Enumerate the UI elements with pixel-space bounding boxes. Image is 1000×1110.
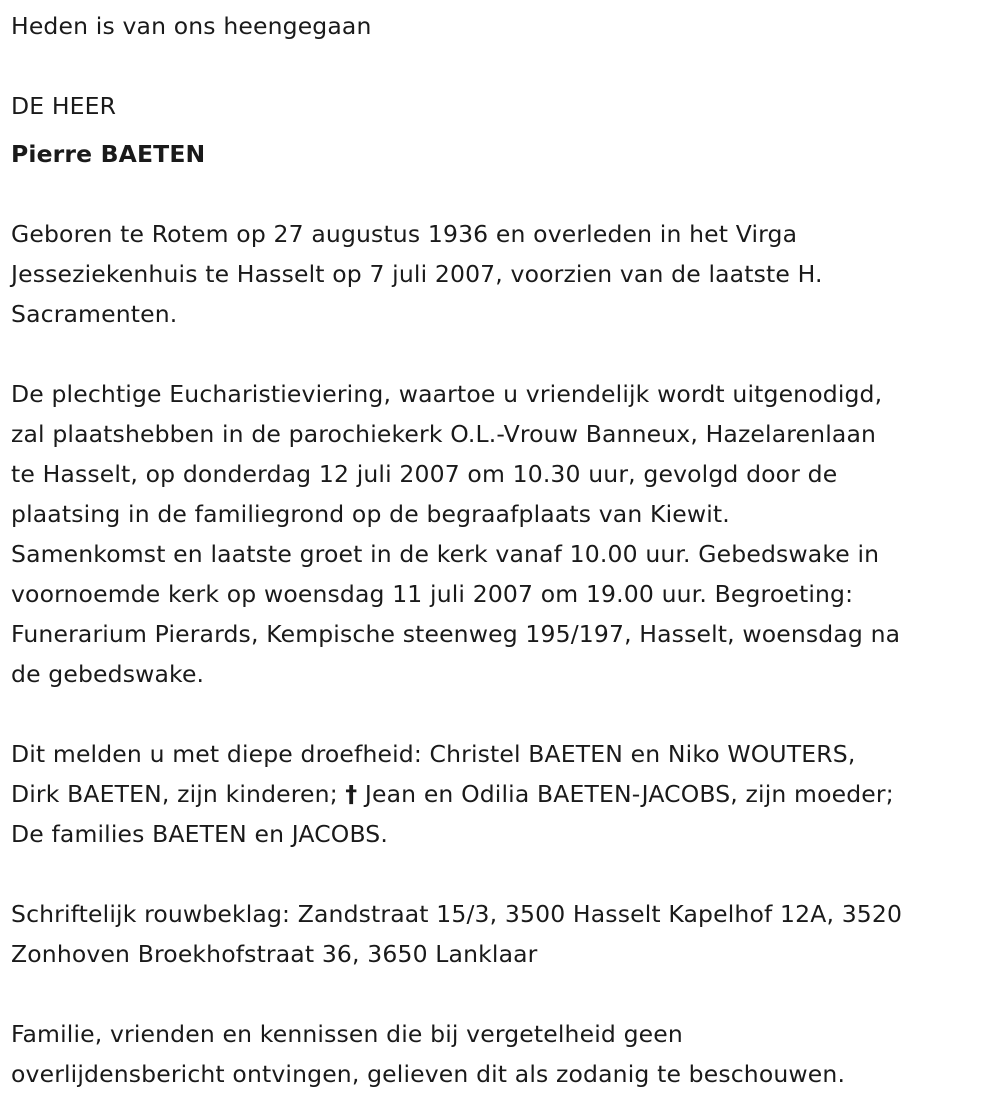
paragraph-line: Jesseziekenhuis te Hasselt op 7 juli 2007, voorzien van de laatste H. <box>11 260 823 288</box>
birth-death-paragraph <box>11 214 1000 334</box>
paragraph-line: te Hasselt, op donderdag 12 juli 2007 om 10.30 uur, gevolgd door de <box>11 460 838 488</box>
spacer <box>11 174 1000 214</box>
ceremony-paragraph <box>11 374 1000 694</box>
family-children-text: Dirk BAETEN, zijn kinderen; <box>11 780 346 808</box>
paragraph-line: De families BAETEN en JACOBS. <box>11 820 388 848</box>
spacer <box>11 334 1000 374</box>
condolence-paragraph <box>11 894 1000 974</box>
paragraph-line <box>11 774 1000 814</box>
paragraph-line: Samenkomst en laatste groet in de kerk vanaf 10.00 uur. Gebedswake in <box>11 540 880 568</box>
family-parents-text: Jean en Odilia BAETEN-JACOBS, zijn moeder; <box>357 780 894 808</box>
honorific-title: DE HEER <box>11 92 117 120</box>
paragraph-line: Familie, vrienden en kennissen die bij vergetelheid geen <box>11 1020 683 1048</box>
intro-text: Heden is van ons heengegaan <box>11 12 372 40</box>
paragraph-line: De plechtige Eucharistieviering, waartoe u vriendelijk wordt uitgenodigd, <box>11 380 883 408</box>
paragraph-line: Dit melden u met diepe droefheid: Christel BAETEN en Niko WOUTERS, <box>11 740 856 768</box>
paragraph-line: Schriftelijk rouwbeklag: Zandstraat 15/3, 3500 Hasselt Kapelhof 12A, 3520 <box>11 900 903 928</box>
paragraph-line: overlijdensbericht ontvingen, gelieven dit als zodanig te beschouwen. <box>11 1060 846 1088</box>
spacer <box>11 694 1000 734</box>
paragraph-line: Geboren te Rotem op 27 augustus 1936 en overleden in het Virga <box>11 220 798 248</box>
family-paragraph <box>11 734 1000 854</box>
paragraph-line: Sacramenten. <box>11 300 178 328</box>
spacer <box>11 974 1000 1014</box>
paragraph-line: zal plaatshebben in de parochiekerk O.L.-Vrouw Banneux, Hazelarenlaan <box>11 420 877 448</box>
paragraph-line: Funerarium Pierards, Kempische steenweg 195/197, Hasselt, woensdag na <box>11 620 901 648</box>
deceased-name: Pierre BAETEN <box>11 140 206 168</box>
cross-icon: † <box>345 780 358 808</box>
closing-paragraph <box>11 1014 1000 1094</box>
paragraph-line: Zonhoven Broekhofstraat 36, 3650 Lanklaar <box>11 940 538 968</box>
paragraph-line: voornoemde kerk op woensdag 11 juli 2007 om 19.00 uur. Begroeting: <box>11 580 854 608</box>
paragraph-line: plaatsing in de familiegrond op de begraafplaats van Kiewit. <box>11 500 730 528</box>
paragraph-line: de gebedswake. <box>11 660 205 688</box>
spacer <box>11 854 1000 894</box>
